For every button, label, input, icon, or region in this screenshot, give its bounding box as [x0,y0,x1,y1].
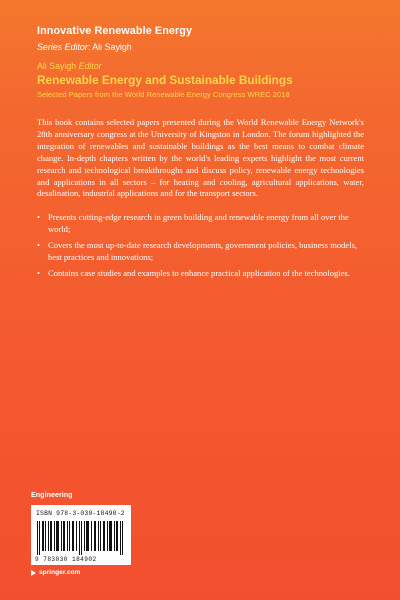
publisher-row [31,567,80,579]
feature-item [37,240,362,264]
barcode-number: 9 783030 184902 [35,556,97,563]
feature-item [37,268,362,280]
series-editor-name: Ali Sayigh [92,42,132,52]
barcode-icon [36,521,126,557]
editor-line [37,61,367,71]
book-subtitle: Selected Papers from the World Renewable Energy Congress WREC 2018 [37,90,290,99]
book-description: This book contains selected papers presented during the World Renewable Energy Network's 28th anniversary congress at the University of Kingston in London. The forum highlighted the integration of renewables and sustainable buildings as the best means to combat climate change. In-depth chapters written by the world's leading experts highlight the most current research and technological breakthroughs and discuss policy, renewable energy technologies and applications in all sectors – for heating and cooling, agricultural applications, water, desalination, industrial applications and for the transport sectors. [37,117,364,199]
bullet-icon: • [37,212,40,222]
editor-name: Ali Sayigh [37,61,77,71]
series-title: Innovative Renewable Energy [37,25,193,37]
bullet-icon: • [37,239,40,250]
bullet-icon: • [37,267,40,278]
feature-text: Covers the most up-to-date research developments, government policies, business models, best practices and innovations; [48,239,358,262]
series-info [37,25,367,53]
series-editor-label: Series Editor [37,42,88,52]
feature-item [37,212,362,236]
editor-role: Editor [78,61,102,71]
series-editor-separator: : [87,42,93,52]
isbn-label: ISBN 978-3-030-18490-2 [36,510,125,517]
isbn-barcode [31,505,131,565]
feature-text: Contains case studies and examples to enhance practical application of the technologies. [48,267,350,278]
feature-list [37,212,362,284]
series-editor [37,42,367,53]
springer-link[interactable]: springer.com [39,569,81,576]
subject-label: Engineering [31,490,73,499]
feature-text: Presents cutting-edge research in green building and renewable energy from all over the world; [48,212,349,234]
arrow-icon [31,570,36,576]
book-title: Renewable Energy and Sustainable Buildings [37,73,293,87]
book-heading [37,61,367,99]
